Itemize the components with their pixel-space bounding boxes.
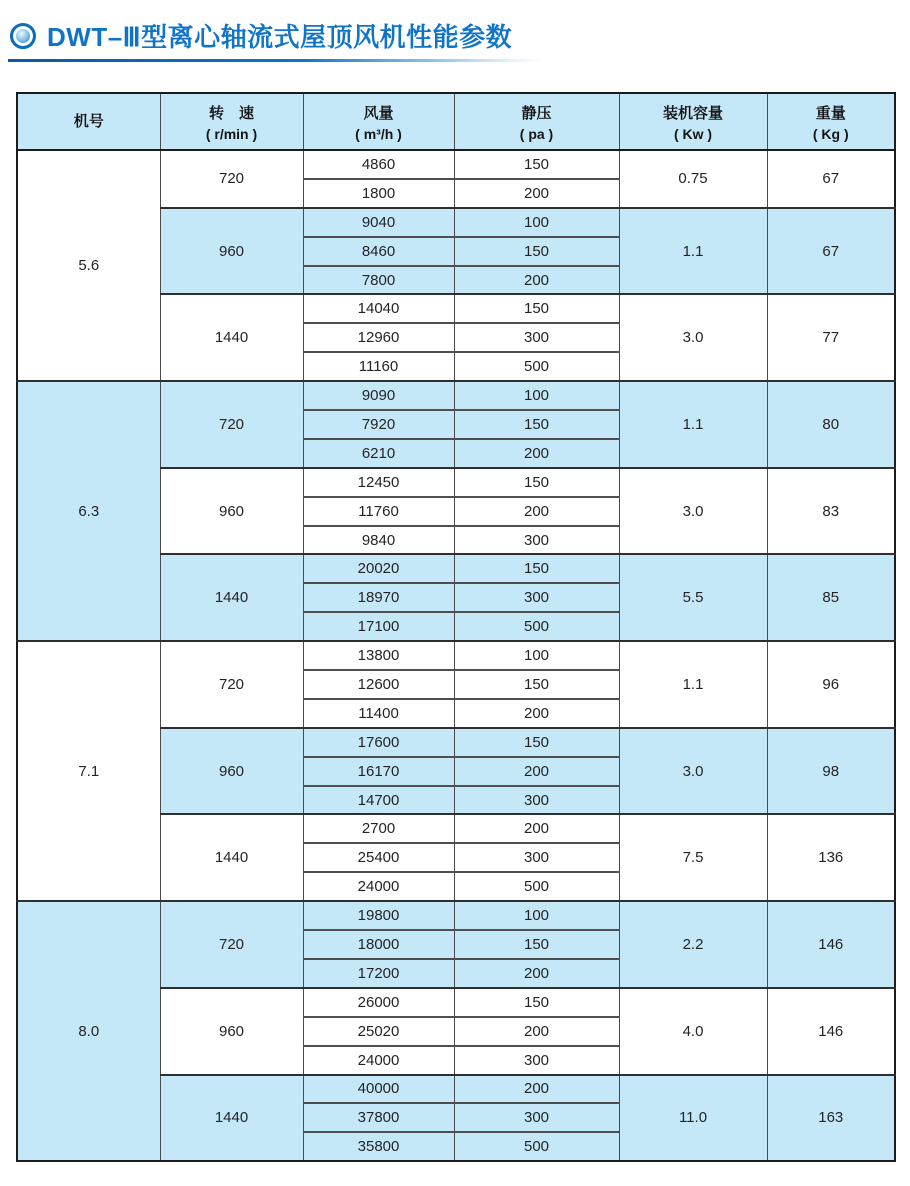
weight-cell: 67 [767,208,895,295]
flow-cell: 17200 [303,959,454,988]
rpm-cell: 720 [160,641,303,728]
flow-cell: 11760 [303,497,454,526]
col-header-model [17,93,160,150]
pressure-cell: 500 [454,612,619,641]
pressure-cell: 150 [454,930,619,959]
weight-cell: 80 [767,381,895,468]
flow-cell: 12600 [303,670,454,699]
col-header-unit: ( Kg ) [812,125,849,142]
col-header-title: 转 速 [208,104,254,122]
table-row [17,641,895,670]
pressure-cell: 300 [454,1046,619,1075]
table-row [17,150,895,179]
pressure-cell: 300 [454,323,619,352]
flow-cell: 9840 [303,526,454,555]
flow-cell: 25020 [303,1017,454,1046]
flow-cell: 24000 [303,872,454,901]
pressure-cell: 500 [454,1132,619,1161]
page [0,17,910,1186]
pressure-cell: 150 [454,670,619,699]
col-header-title: 重量 [815,104,846,122]
power-cell: 3.0 [619,468,767,555]
pressure-cell: 150 [454,728,619,757]
pressure-cell: 200 [454,1075,619,1104]
flow-cell: 8460 [303,237,454,266]
rpm-cell: 1440 [160,294,303,381]
col-header-unit: ( pa ) [519,125,554,142]
power-cell: 1.1 [619,381,767,468]
power-cell: 2.2 [619,901,767,988]
weight-cell: 77 [767,294,895,381]
pressure-cell: 300 [454,843,619,872]
flow-cell: 25400 [303,843,454,872]
weight-cell: 96 [767,641,895,728]
rpm-cell: 720 [160,381,303,468]
model-cell: 8.0 [17,901,160,1161]
model-cell: 7.1 [17,641,160,901]
col-header-weight [767,93,895,150]
power-cell: 4.0 [619,988,767,1075]
pressure-cell: 150 [454,410,619,439]
flow-cell: 4860 [303,150,454,179]
page-title: DWT–Ⅲ型离心轴流式屋顶风机性能参数 [47,22,513,52]
flow-cell: 9090 [303,381,454,410]
pressure-cell: 100 [454,208,619,237]
pressure-cell: 200 [454,439,619,468]
flow-cell: 11160 [303,352,454,381]
pressure-cell: 300 [454,583,619,612]
pressure-cell: 500 [454,872,619,901]
flow-cell: 2700 [303,814,454,843]
weight-cell: 67 [767,150,895,208]
pressure-cell: 200 [454,266,619,295]
weight-cell: 98 [767,728,895,815]
rpm-cell: 960 [160,468,303,555]
page-title-row [10,17,910,54]
model-cell: 5.6 [17,150,160,381]
power-cell: 1.1 [619,641,767,728]
flow-cell: 12450 [303,468,454,497]
pressure-cell: 150 [454,554,619,583]
col-header-title: 风量 [363,104,394,122]
pressure-cell: 150 [454,988,619,1017]
flow-cell: 7800 [303,266,454,295]
performance-table [16,92,896,1162]
flow-cell: 11400 [303,699,454,728]
flow-cell: 12960 [303,323,454,352]
title-underline [8,59,543,62]
rpm-cell: 720 [160,150,303,208]
flow-cell: 14040 [303,294,454,323]
pressure-cell: 300 [454,786,619,815]
pressure-cell: 300 [454,1103,619,1132]
power-cell: 7.5 [619,814,767,901]
pressure-cell: 150 [454,468,619,497]
table-row [17,381,895,410]
col-header-title: 静压 [521,104,552,122]
power-cell: 5.5 [619,554,767,641]
col-header-title: 装机容量 [662,104,723,122]
pressure-cell: 200 [454,699,619,728]
flow-cell: 13800 [303,641,454,670]
col-header-unit: ( Kw ) [673,125,713,142]
header-row [17,93,895,150]
flow-cell: 35800 [303,1132,454,1161]
flow-cell: 37800 [303,1103,454,1132]
model-cell: 6.3 [17,381,160,641]
rpm-cell: 1440 [160,814,303,901]
flow-cell: 20020 [303,554,454,583]
rpm-cell: 960 [160,988,303,1075]
flow-cell: 7920 [303,410,454,439]
flow-cell: 9040 [303,208,454,237]
pressure-cell: 200 [454,179,619,208]
weight-cell: 136 [767,814,895,901]
flow-cell: 6210 [303,439,454,468]
col-header-flow [303,93,454,150]
col-header-pressure [454,93,619,150]
pressure-cell: 100 [454,641,619,670]
flow-cell: 14700 [303,786,454,815]
pressure-cell: 200 [454,959,619,988]
rpm-cell: 720 [160,901,303,988]
bullseye-icon [10,23,36,49]
col-header-unit: ( r/min ) [205,125,258,142]
weight-cell: 85 [767,554,895,641]
pressure-cell: 100 [454,381,619,410]
flow-cell: 18000 [303,930,454,959]
rpm-cell: 960 [160,208,303,295]
weight-cell: 83 [767,468,895,555]
pressure-cell: 300 [454,526,619,555]
flow-cell: 24000 [303,1046,454,1075]
pressure-cell: 150 [454,150,619,179]
col-header-power [619,93,767,150]
weight-cell: 146 [767,901,895,988]
pressure-cell: 150 [454,294,619,323]
flow-cell: 17600 [303,728,454,757]
pressure-cell: 200 [454,1017,619,1046]
weight-cell: 146 [767,988,895,1075]
flow-cell: 40000 [303,1075,454,1104]
power-cell: 3.0 [619,728,767,815]
flow-cell: 1800 [303,179,454,208]
col-header-unit: ( m³/h ) [355,125,402,142]
power-cell: 1.1 [619,208,767,295]
table-row [17,901,895,930]
power-cell: 11.0 [619,1075,767,1162]
col-header-title: 机号 [73,112,104,130]
pressure-cell: 200 [454,497,619,526]
pressure-cell: 200 [454,814,619,843]
power-cell: 0.75 [619,150,767,208]
pressure-cell: 200 [454,757,619,786]
pressure-cell: 500 [454,352,619,381]
flow-cell: 18970 [303,583,454,612]
weight-cell: 163 [767,1075,895,1162]
flow-cell: 16170 [303,757,454,786]
pressure-cell: 100 [454,901,619,930]
flow-cell: 17100 [303,612,454,641]
rpm-cell: 1440 [160,1075,303,1162]
pressure-cell: 150 [454,237,619,266]
power-cell: 3.0 [619,294,767,381]
flow-cell: 26000 [303,988,454,1017]
rpm-cell: 1440 [160,554,303,641]
rpm-cell: 960 [160,728,303,815]
flow-cell: 19800 [303,901,454,930]
col-header-speed [160,93,303,150]
